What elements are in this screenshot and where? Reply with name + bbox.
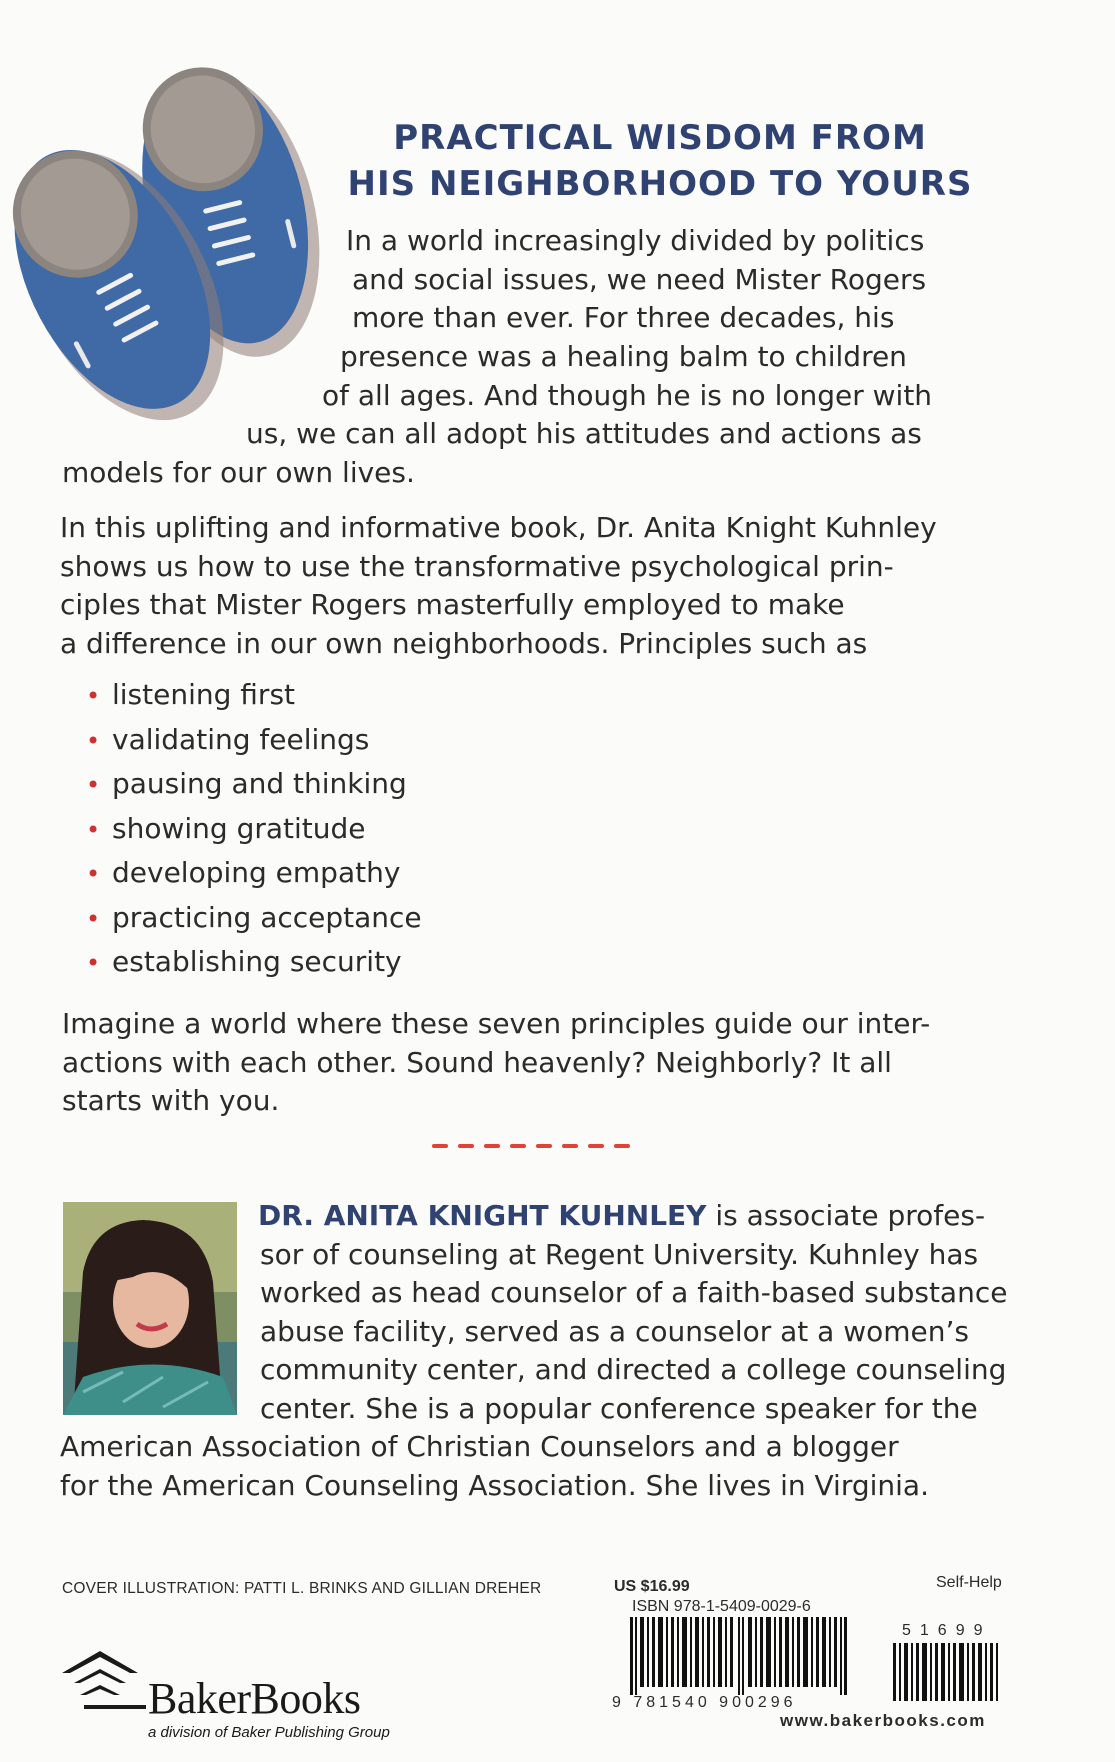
bullet-dot-icon: • bbox=[86, 904, 101, 933]
bullet-dot-icon: • bbox=[86, 860, 101, 888]
cover-credit: COVER ILLUSTRATION: PATTI L. BRINKS AND GILLIAN DREHER bbox=[62, 1580, 542, 1597]
isbn-barcode bbox=[630, 1617, 870, 1697]
closing-line: Imagine a world where these seven principles guide our inter- bbox=[62, 1007, 931, 1040]
closing-line: actions with each other. Sound heavenly? Neighborly? It all bbox=[62, 1046, 892, 1079]
list-item: • pausing and thinking bbox=[86, 762, 422, 807]
principles-list bbox=[86, 673, 422, 985]
author-bio-line: DR. ANITA KNIGHT KUHNLEY is associate profes- bbox=[258, 1199, 986, 1232]
publisher-website[interactable]: www.bakerbooks.com bbox=[780, 1711, 986, 1730]
headline-line-1: PRACTICAL WISDOM FROM bbox=[393, 118, 927, 158]
barcode-digits: 9 781540 900296 bbox=[612, 1694, 797, 1711]
bullet-dot-icon: • bbox=[86, 682, 101, 710]
body-line: In this uplifting and informative book, Dr. Anita Knight Kuhnley bbox=[60, 511, 937, 544]
list-item: • establishing security bbox=[86, 940, 422, 985]
decorative-divider bbox=[432, 1143, 652, 1149]
addon-barcode-digits: 51699 bbox=[902, 1622, 992, 1639]
author-bio-line: for the American Counseling Association. She lives in Virginia. bbox=[60, 1469, 929, 1502]
isbn: ISBN 978-1-5409-0029-6 bbox=[632, 1598, 811, 1615]
bullet-dot-icon: • bbox=[86, 726, 101, 755]
intro-line: and social issues, we need Mister Rogers bbox=[352, 263, 927, 296]
author-bio-line: sor of counseling at Regent University. Kuhnley has bbox=[260, 1238, 979, 1271]
list-item: • validating feelings bbox=[86, 718, 422, 763]
bullet-dot-icon: • bbox=[86, 771, 101, 799]
intro-line: more than ever. For three decades, his bbox=[352, 301, 895, 334]
author-bio-line: community center, and directed a college counseling bbox=[260, 1353, 1007, 1386]
intro-line: models for our own lives. bbox=[62, 456, 415, 489]
author-bio-line: American Association of Christian Counselors and a blogger bbox=[60, 1430, 899, 1463]
publisher-name: BakerBooks bbox=[148, 1674, 361, 1723]
intro-line: us, we can all adopt his attitudes and actions as bbox=[246, 417, 922, 450]
addon-barcode bbox=[893, 1643, 1013, 1701]
closing-line: starts with you. bbox=[62, 1084, 280, 1117]
price: US $16.99 bbox=[614, 1578, 690, 1595]
author-photo bbox=[63, 1202, 237, 1415]
list-item: • developing empathy bbox=[86, 851, 422, 896]
body-line: a difference in our own neighborhoods. Principles such as bbox=[60, 627, 868, 660]
publisher-tagline: a division of Baker Publishing Group bbox=[148, 1724, 390, 1741]
author-bio-line: worked as head counselor of a faith-based substance bbox=[260, 1276, 1008, 1309]
intro-line: of all ages. And though he is no longer with bbox=[322, 379, 933, 412]
author-bio-line: center. She is a popular conference speaker for the bbox=[260, 1392, 978, 1425]
list-item: • listening first bbox=[86, 673, 422, 718]
bullet-dot-icon: • bbox=[86, 815, 101, 844]
body-line: shows us how to use the transformative psychological prin- bbox=[60, 550, 894, 583]
author-name: DR. ANITA KNIGHT KUHNLEY bbox=[258, 1199, 707, 1232]
sneakers-illustration bbox=[0, 45, 340, 445]
list-item: • practicing acceptance bbox=[86, 896, 422, 941]
intro-line: In a world increasingly divided by politics bbox=[346, 224, 925, 257]
body-line: ciples that Mister Rogers masterfully employed to make bbox=[60, 588, 845, 621]
headline-line-2: HIS NEIGHBORHOOD TO YOURS bbox=[347, 164, 973, 204]
author-bio-line: abuse facility, served as a counselor at a women’s bbox=[260, 1315, 970, 1348]
category: Self-Help bbox=[936, 1574, 1002, 1591]
list-item: • showing gratitude bbox=[86, 807, 422, 852]
bakerbooks-logo-icon bbox=[60, 1643, 150, 1723]
bullet-dot-icon: • bbox=[86, 949, 101, 977]
intro-line: presence was a healing balm to children bbox=[340, 340, 907, 373]
